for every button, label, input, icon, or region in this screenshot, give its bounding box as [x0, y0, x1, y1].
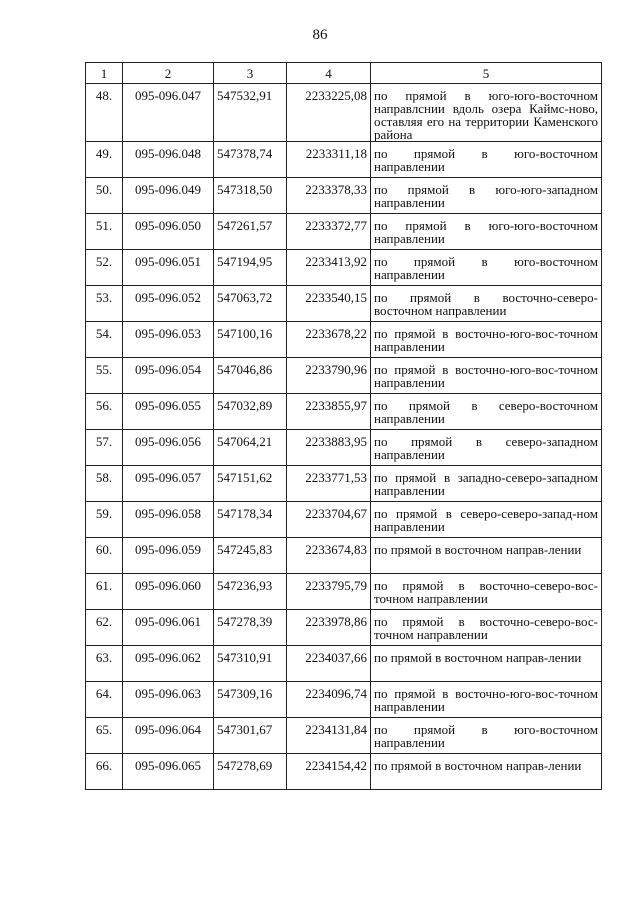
point-code: 095-096.062	[123, 646, 214, 682]
boundary-description: по прямой в северо-северо-запад-ном направлении	[371, 502, 602, 538]
row-number: 58.	[86, 466, 123, 502]
table-row	[86, 430, 602, 466]
point-code: 095-096.061	[123, 610, 214, 646]
table-header-row	[86, 63, 602, 84]
boundary-description: по прямой в восточном направ-лении	[371, 754, 602, 790]
coordinate-x: 547046,86	[214, 358, 287, 394]
header-col-3: 3	[214, 63, 287, 84]
table-body	[86, 84, 602, 790]
row-number: 65.	[86, 718, 123, 754]
row-number: 57.	[86, 430, 123, 466]
boundary-description: по прямой в восточно-северо-восточном направлении	[371, 286, 602, 322]
coordinate-y: 2233678,22	[287, 322, 371, 358]
header-col-4: 4	[287, 63, 371, 84]
table-row	[86, 142, 602, 178]
table-row	[86, 250, 602, 286]
boundary-description: по прямой в юго-восточном направлении	[371, 718, 602, 754]
row-number: 51.	[86, 214, 123, 250]
coordinate-y: 2233378,33	[287, 178, 371, 214]
table-row	[86, 286, 602, 322]
coordinate-y: 2234131,84	[287, 718, 371, 754]
coordinate-x: 547194,95	[214, 250, 287, 286]
coordinate-y: 2233540,15	[287, 286, 371, 322]
table-row	[86, 610, 602, 646]
coordinate-y: 2233883,95	[287, 430, 371, 466]
row-number: 48.	[86, 84, 123, 142]
coordinate-y: 2233790,96	[287, 358, 371, 394]
coordinate-x: 547309,16	[214, 682, 287, 718]
point-code: 095-096.047	[123, 84, 214, 142]
row-number: 53.	[86, 286, 123, 322]
row-number: 56.	[86, 394, 123, 430]
coordinate-x: 547378,74	[214, 142, 287, 178]
row-number: 61.	[86, 574, 123, 610]
coordinate-y: 2233771,53	[287, 466, 371, 502]
coordinate-y: 2233704,67	[287, 502, 371, 538]
coordinate-y: 2234037,66	[287, 646, 371, 682]
coordinate-x: 547532,91	[214, 84, 287, 142]
point-code: 095-096.063	[123, 682, 214, 718]
point-code: 095-096.055	[123, 394, 214, 430]
table-row	[86, 646, 602, 682]
header-col-5: 5	[371, 63, 602, 84]
boundary-description: по прямой в восточном направ-лении	[371, 538, 602, 574]
boundary-description: по прямой в восточном направ-лении	[371, 646, 602, 682]
row-number: 54.	[86, 322, 123, 358]
point-code: 095-096.065	[123, 754, 214, 790]
point-code: 095-096.057	[123, 466, 214, 502]
header-col-1: 1	[86, 63, 123, 84]
coordinate-y: 2233855,97	[287, 394, 371, 430]
table-row	[86, 358, 602, 394]
coordinate-y: 2233372,77	[287, 214, 371, 250]
boundary-description: по прямой в юго-восточном направлении	[371, 142, 602, 178]
coordinate-x: 547151,62	[214, 466, 287, 502]
row-number: 63.	[86, 646, 123, 682]
table-row	[86, 394, 602, 430]
row-number: 59.	[86, 502, 123, 538]
table-row	[86, 84, 602, 142]
boundary-description: по прямой в юго-юго-восточном направлении	[371, 214, 602, 250]
coordinate-y: 2233225,08	[287, 84, 371, 142]
header-col-2: 2	[123, 63, 214, 84]
boundary-description: по прямой в северо-восточном направлении	[371, 394, 602, 430]
coordinate-y: 2233795,79	[287, 574, 371, 610]
point-code: 095-096.049	[123, 178, 214, 214]
coordinate-y: 2233978,86	[287, 610, 371, 646]
table-row	[86, 574, 602, 610]
row-number: 52.	[86, 250, 123, 286]
boundary-coordinates-table	[85, 62, 602, 790]
row-number: 49.	[86, 142, 123, 178]
table-row	[86, 466, 602, 502]
coordinate-x: 547301,67	[214, 718, 287, 754]
point-code: 095-096.064	[123, 718, 214, 754]
coordinate-y: 2233674,83	[287, 538, 371, 574]
point-code: 095-096.052	[123, 286, 214, 322]
coordinate-x: 547178,34	[214, 502, 287, 538]
coordinate-x: 547310,91	[214, 646, 287, 682]
table-row	[86, 214, 602, 250]
point-code: 095-096.054	[123, 358, 214, 394]
table-row	[86, 322, 602, 358]
coordinate-x: 547278,69	[214, 754, 287, 790]
row-number: 64.	[86, 682, 123, 718]
coordinate-x: 547245,83	[214, 538, 287, 574]
point-code: 095-096.059	[123, 538, 214, 574]
coordinate-x: 547032,89	[214, 394, 287, 430]
table-row	[86, 502, 602, 538]
boundary-description: по прямой в восточно-северо-вос-точном направлении	[371, 574, 602, 610]
boundary-description: по прямой в юго-юго-восточном направлснии вдоль озера Каймс-ново, оставляя его на территории Каменского района	[371, 84, 602, 142]
coordinate-x: 547278,39	[214, 610, 287, 646]
boundary-description: по прямой в восточно-юго-вос-точном направлении	[371, 322, 602, 358]
boundary-description: по прямой в восточно-юго-вос-точном направлении	[371, 358, 602, 394]
table-row	[86, 538, 602, 574]
point-code: 095-096.056	[123, 430, 214, 466]
coordinate-y: 2234096,74	[287, 682, 371, 718]
coordinate-y: 2233311,18	[287, 142, 371, 178]
point-code: 095-096.051	[123, 250, 214, 286]
coordinate-x: 547064,21	[214, 430, 287, 466]
point-code: 095-096.060	[123, 574, 214, 610]
coordinate-x: 547063,72	[214, 286, 287, 322]
coordinate-x: 547100,16	[214, 322, 287, 358]
coordinate-y: 2233413,92	[287, 250, 371, 286]
point-code: 095-096.048	[123, 142, 214, 178]
page-number: 86	[312, 27, 328, 43]
coordinate-x: 547236,93	[214, 574, 287, 610]
row-number: 62.	[86, 610, 123, 646]
row-number: 55.	[86, 358, 123, 394]
boundary-description: по прямой в западно-северо-западном направлении	[371, 466, 602, 502]
boundary-description: по прямой в северо-западном направлении	[371, 430, 602, 466]
row-number: 66.	[86, 754, 123, 790]
point-code: 095-096.058	[123, 502, 214, 538]
table-row	[86, 718, 602, 754]
table-row	[86, 754, 602, 790]
boundary-description: по прямой в юго-восточном направлении	[371, 250, 602, 286]
coordinate-x: 547261,57	[214, 214, 287, 250]
boundary-description: по прямой в восточно-северо-вос-точном направлении	[371, 610, 602, 646]
table-row	[86, 682, 602, 718]
point-code: 095-096.050	[123, 214, 214, 250]
row-number: 50.	[86, 178, 123, 214]
table-row	[86, 178, 602, 214]
boundary-description: по прямой в восточно-юго-вос-точном направлении	[371, 682, 602, 718]
coordinate-x: 547318,50	[214, 178, 287, 214]
boundary-description: по прямой в юго-юго-западном направлении	[371, 178, 602, 214]
coordinate-y: 2234154,42	[287, 754, 371, 790]
row-number: 60.	[86, 538, 123, 574]
point-code: 095-096.053	[123, 322, 214, 358]
